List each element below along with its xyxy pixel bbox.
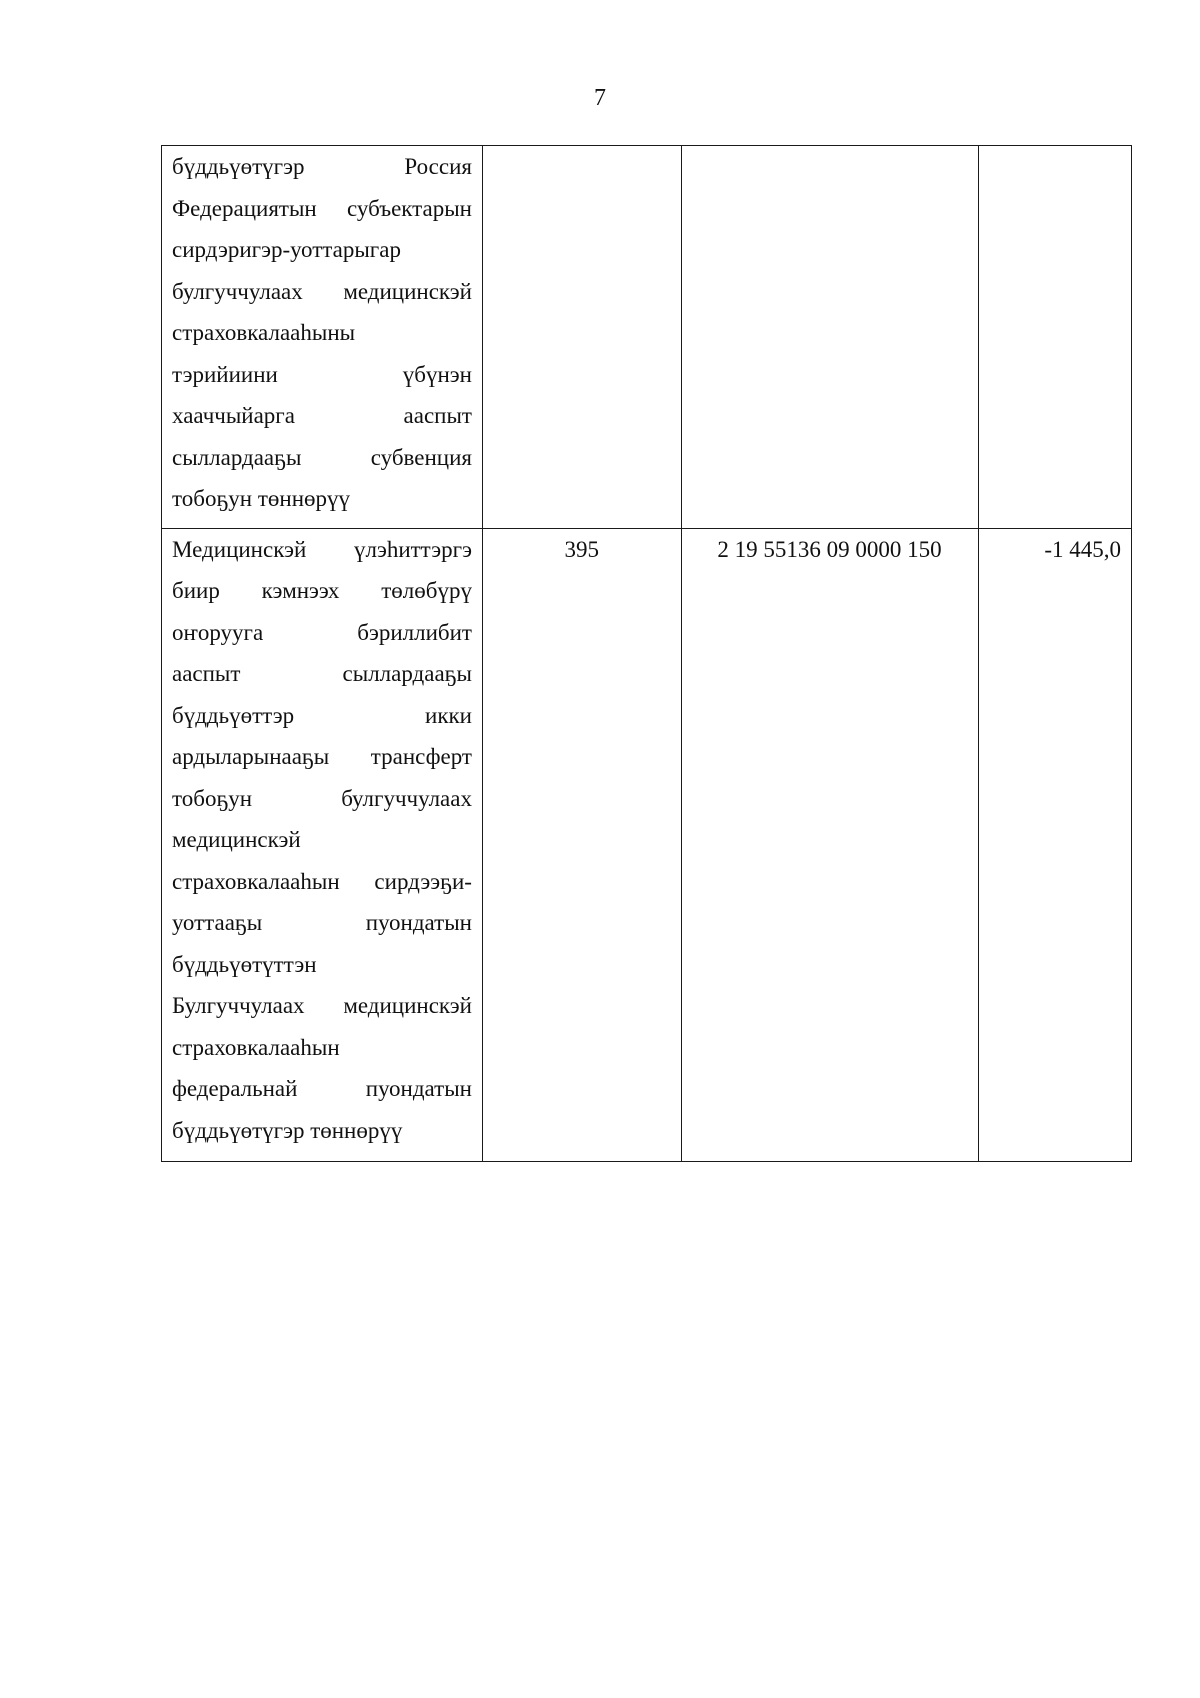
description-line: бүддьүөтүгэр Россия [172,154,472,179]
description-line: тобоҕун булгуччулаах [172,785,472,811]
description-line: хааччыйарга ааспыт [172,403,472,428]
description-line: оҥорууга бэриллибит [172,619,472,645]
page-number: 7 [594,85,606,111]
description-line: ардыларынааҕы трансферт [172,744,472,769]
table-row [162,146,1132,529]
budget-classification-code-cell [681,146,978,529]
budget-table [161,145,1132,1162]
description-line: булгуччулаах медицинскэй [172,278,472,304]
description-line: биир кэмнээх төлөбүрү [172,578,472,603]
row-description-cell [162,146,483,529]
description-line: уоттааҕы пуондатын [172,910,472,935]
description-line: Булгуччулаах медицинскэй [172,993,472,1018]
description-line: сыллардааҕы субвенция [172,444,472,470]
amount-cell [978,146,1132,529]
description-line: бүддьүөтүгэр төннөрүү [172,1117,403,1143]
description-line: медицинскэй [172,827,301,852]
admin-code-cell: 395 [482,528,681,1162]
row-description-cell [162,528,483,1162]
description-line: ааспыт сыллардааҕы [172,661,472,686]
description-line: тэрийиини үбүнэн [172,361,472,387]
table-row [162,528,1132,1162]
amount-cell: -1 445,0 [978,528,1132,1162]
description-line: страховкалааһын [172,1034,340,1060]
budget-classification-code-cell: 2 19 55136 09 0000 150 [681,528,978,1162]
description-line: федеральнай пуондатын [172,1076,472,1101]
description-line: сирдэригэр-уоттарыгар [172,237,401,262]
description-line: Медицинскэй үлэһиттэргэ [172,536,472,562]
description-line: тобоҕун төннөрүү [172,486,351,511]
description-line: страховкалааһыны [172,320,356,345]
description-line: страховкалааһын сирдээҕи- [172,868,472,894]
admin-code-cell [482,146,681,529]
description-line: бүддьүөттэр икки [172,702,472,728]
description-line: Федерациятын субъектарын [172,195,472,221]
description-line: бүддьүөтүттэн [172,951,317,977]
